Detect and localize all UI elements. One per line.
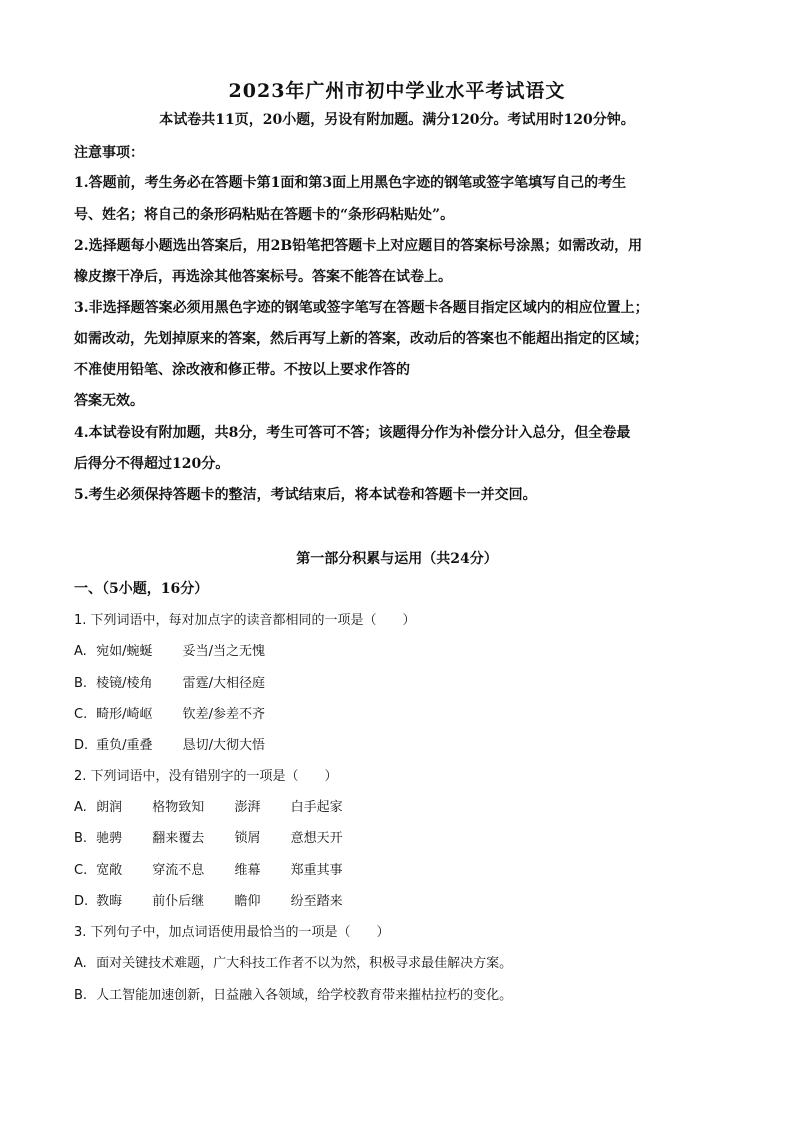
note-line: 号、姓名；将自己的条形码粘贴在答题卡的“条形码粘贴处”。 [74,207,455,223]
option-row [74,703,291,722]
note-line: 答案无效。 [74,393,144,409]
notes-heading: 注意事项： [74,145,144,161]
option-key: A. [74,800,87,815]
option-row [74,640,291,659]
option-word: 澎湃 [234,800,261,815]
option-row [74,890,369,909]
option-row [74,827,369,846]
option-text: 面对关键技术难题，广大科技工作者不以为然，积极寻求最佳解决方案。 [96,956,513,971]
option-key: A. [74,956,87,971]
option-word: 维幕 [234,863,261,878]
option-word: 雷霆/大相径庭 [182,676,266,691]
option-row [74,796,369,815]
note-line: 不准使用铅笔、涂改液和修正带。不按以上要求作答的 [74,362,410,378]
option-word: 恳切/大彻大悟 [182,738,266,753]
option-key: A. [74,644,87,659]
note-line: 3.非选择题答案必须用黑色字迹的钢笔或签字笔写在答题卡各题目指定区域内的相应位置上； [74,300,649,316]
option-word: 穿流不息 [152,863,205,878]
note-line: 2.选择题每小题选出答案后，用2B铅笔把答题卡上对应题目的答案标号涂黑；如需改动，用 [74,238,643,254]
option-word: 宽敞 [96,863,123,878]
option-row [74,672,291,691]
option-word: 妥当/当之无愧 [182,644,266,659]
option-word: 锁屑 [234,831,261,846]
option-key: B. [74,988,88,1003]
option-key: C. [74,863,88,878]
option-word: 意想天开 [290,831,343,846]
option-word: 郑重其事 [290,863,343,878]
section-title: 一、（5小题，16分） [74,581,209,597]
exam-title: 2023年广州市初中学业水平考试语文 [228,80,566,102]
note-line: 5.考生必须保持答题卡的整洁，考试结束后，将本试卷和答题卡一并交回。 [74,487,537,503]
note-line: 橡皮擦干净后，再选涂其他答案标号。答案不能答在试卷上。 [74,269,452,285]
question-stem: 2. 下列词语中，没有错别字的一项是（ ） [74,769,338,784]
option-key: D. [74,738,89,753]
option-word: 前仆后继 [152,894,205,909]
question-stem: 1. 下列词语中，每对加点字的读音都相同的一项是（ ） [74,613,416,628]
option-row [74,984,512,1003]
option-word: 畸形/崎岖 [96,707,153,722]
option-text: 人工智能加速创新，日益融入各领域，给学校教育带来摧枯拉朽的变化。 [96,988,513,1003]
note-line: 如需改动，先划掉原来的答案，然后再写上新的答案，改动后的答案也不能超出指定的区域； [74,331,648,347]
option-key: B. [74,676,88,691]
option-word: 格物致知 [152,800,205,815]
option-word: 纷至踏来 [290,894,343,909]
option-key: C. [74,707,88,722]
option-row [74,952,512,971]
option-word: 钦差/参差不齐 [182,707,266,722]
note-line: 4.本试卷设有附加题，共8分，考生可答可不答；该题得分作为补偿分计入总分，但全卷最 [74,425,631,441]
option-word: 棱镜/棱角 [96,676,153,691]
option-word: 宛如/蜿蜒 [96,644,153,659]
note-line: 1.答题前，考生务必在答题卡第1面和第3面上用黑色字迹的钢笔或签字笔填写自己的考生 [74,175,627,191]
option-row [74,859,369,878]
option-word: 重负/重叠 [96,738,153,753]
exam-subtitle: 本试卷共11页，20小题，另设有附加题。满分120分。考试用时120分钟。 [159,112,635,128]
option-key: B. [74,831,88,846]
note-line: 后得分不得超过120分。 [74,456,230,472]
option-row [74,734,291,753]
question-stem: 3. 下列句子中，加点词语使用最恰当的一项是（ ） [74,925,390,940]
option-key: D. [74,894,89,909]
option-word: 翻来覆去 [152,831,205,846]
option-word: 白手起家 [290,800,343,815]
option-word: 教晦 [96,894,123,909]
option-word: 朗润 [96,800,123,815]
option-word: 瞻仰 [234,894,261,909]
part-title: 第一部分积累与运用（共24分） [296,551,498,567]
option-word: 驰骋 [96,831,123,846]
